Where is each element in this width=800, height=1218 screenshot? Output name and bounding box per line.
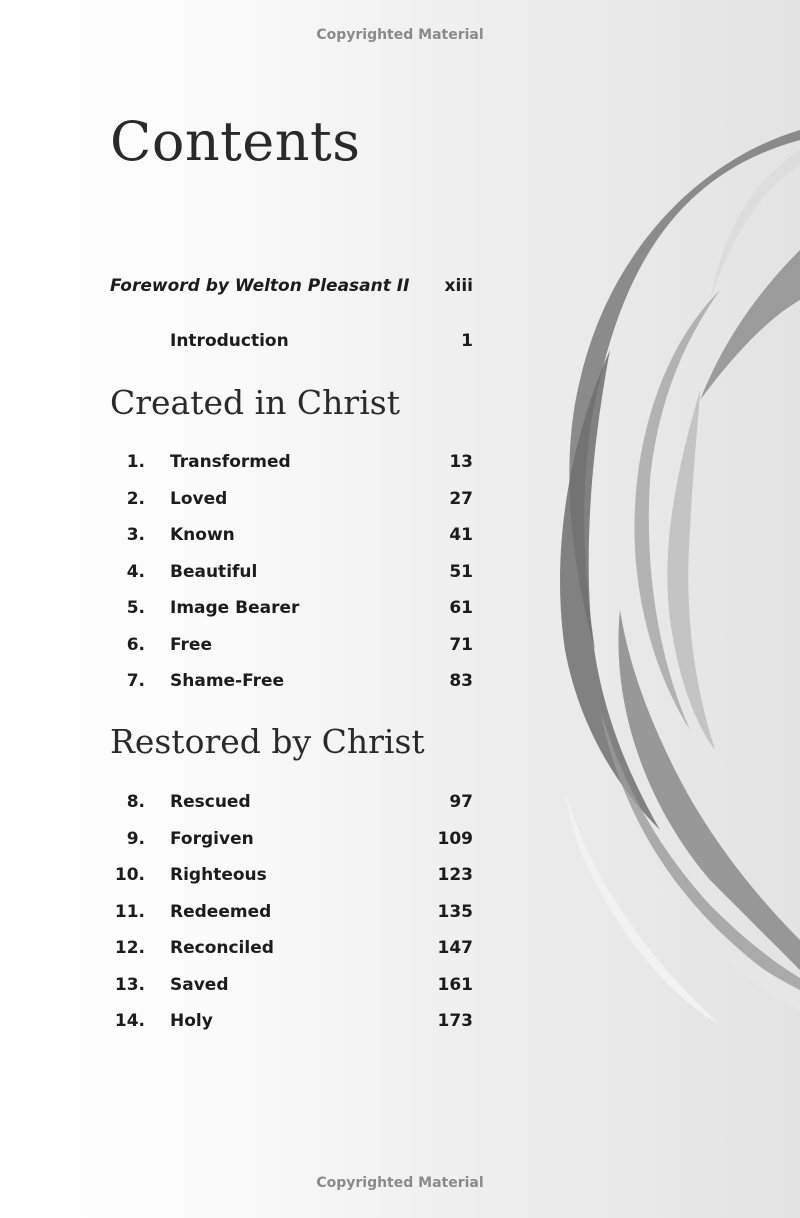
section-title: Created in Christ: [110, 383, 400, 422]
copyright-footer: Copyrighted Material: [316, 1175, 484, 1191]
chapter-page: 173: [437, 1011, 473, 1031]
introduction-page: 1: [461, 331, 473, 351]
chapter-title: Known: [170, 525, 235, 545]
chapter-page: 135: [437, 901, 473, 922]
chapter-title: Rescued: [170, 792, 251, 812]
foreword-label: Foreword by Welton Pleasant II: [110, 276, 410, 296]
chapter-title: Image Bearer: [170, 598, 300, 618]
chapter-page: 83: [449, 671, 473, 691]
chapter-number: 14.: [114, 1011, 145, 1031]
chapter-title: Loved: [170, 488, 228, 509]
chapter-page: 147: [437, 938, 473, 958]
chapter-number: 8.: [126, 792, 145, 812]
chapter-page: 71: [449, 634, 473, 655]
chapter-number: 5.: [126, 598, 145, 618]
foreword-page: xiii: [444, 276, 473, 296]
chapter-page: 27: [449, 488, 473, 509]
chapter-title: Saved: [170, 974, 229, 995]
chapter-number: 9.: [126, 828, 145, 849]
chapter-page: 13: [449, 452, 473, 472]
toc-entry-foreword: [110, 276, 473, 296]
chapter-title: Free: [170, 634, 212, 655]
chapter-number: 7.: [126, 671, 145, 691]
chapter-number: 12.: [114, 938, 145, 958]
toc-entry-introduction: [170, 331, 473, 351]
copyright-header: Copyrighted Material: [316, 27, 484, 43]
introduction-label: Introduction: [170, 331, 289, 351]
chapter-number: 3.: [126, 525, 145, 545]
chapter-title: Redeemed: [170, 901, 272, 922]
chapter-number: 1.: [126, 452, 145, 472]
chapter-page: 123: [437, 865, 473, 885]
decorative-swirl-artwork: [540, 130, 800, 1030]
chapter-page: 51: [449, 561, 473, 582]
chapter-title: Reconciled: [170, 938, 274, 958]
chapter-number: 13.: [114, 974, 145, 995]
chapter-number: 6.: [126, 634, 145, 655]
chapter-page: 41: [449, 525, 473, 545]
chapter-page: 97: [449, 792, 473, 812]
chapter-title: Holy: [170, 1011, 213, 1031]
chapter-title: Forgiven: [170, 828, 254, 849]
chapter-title: Shame-Free: [170, 671, 285, 691]
chapter-number: 2.: [126, 488, 145, 509]
chapter-title: Beautiful: [170, 561, 258, 582]
page-title: Contents: [110, 110, 361, 173]
chapter-number: 11.: [114, 901, 145, 922]
section-title: Restored by Christ: [110, 722, 425, 761]
chapter-page: 61: [449, 598, 473, 618]
chapter-number: 4.: [126, 561, 145, 582]
chapter-page: 161: [437, 974, 473, 995]
chapter-title: Transformed: [170, 452, 291, 472]
chapter-title: Righteous: [170, 865, 267, 885]
chapter-number: 10.: [114, 865, 145, 885]
chapter-page: 109: [437, 828, 473, 849]
